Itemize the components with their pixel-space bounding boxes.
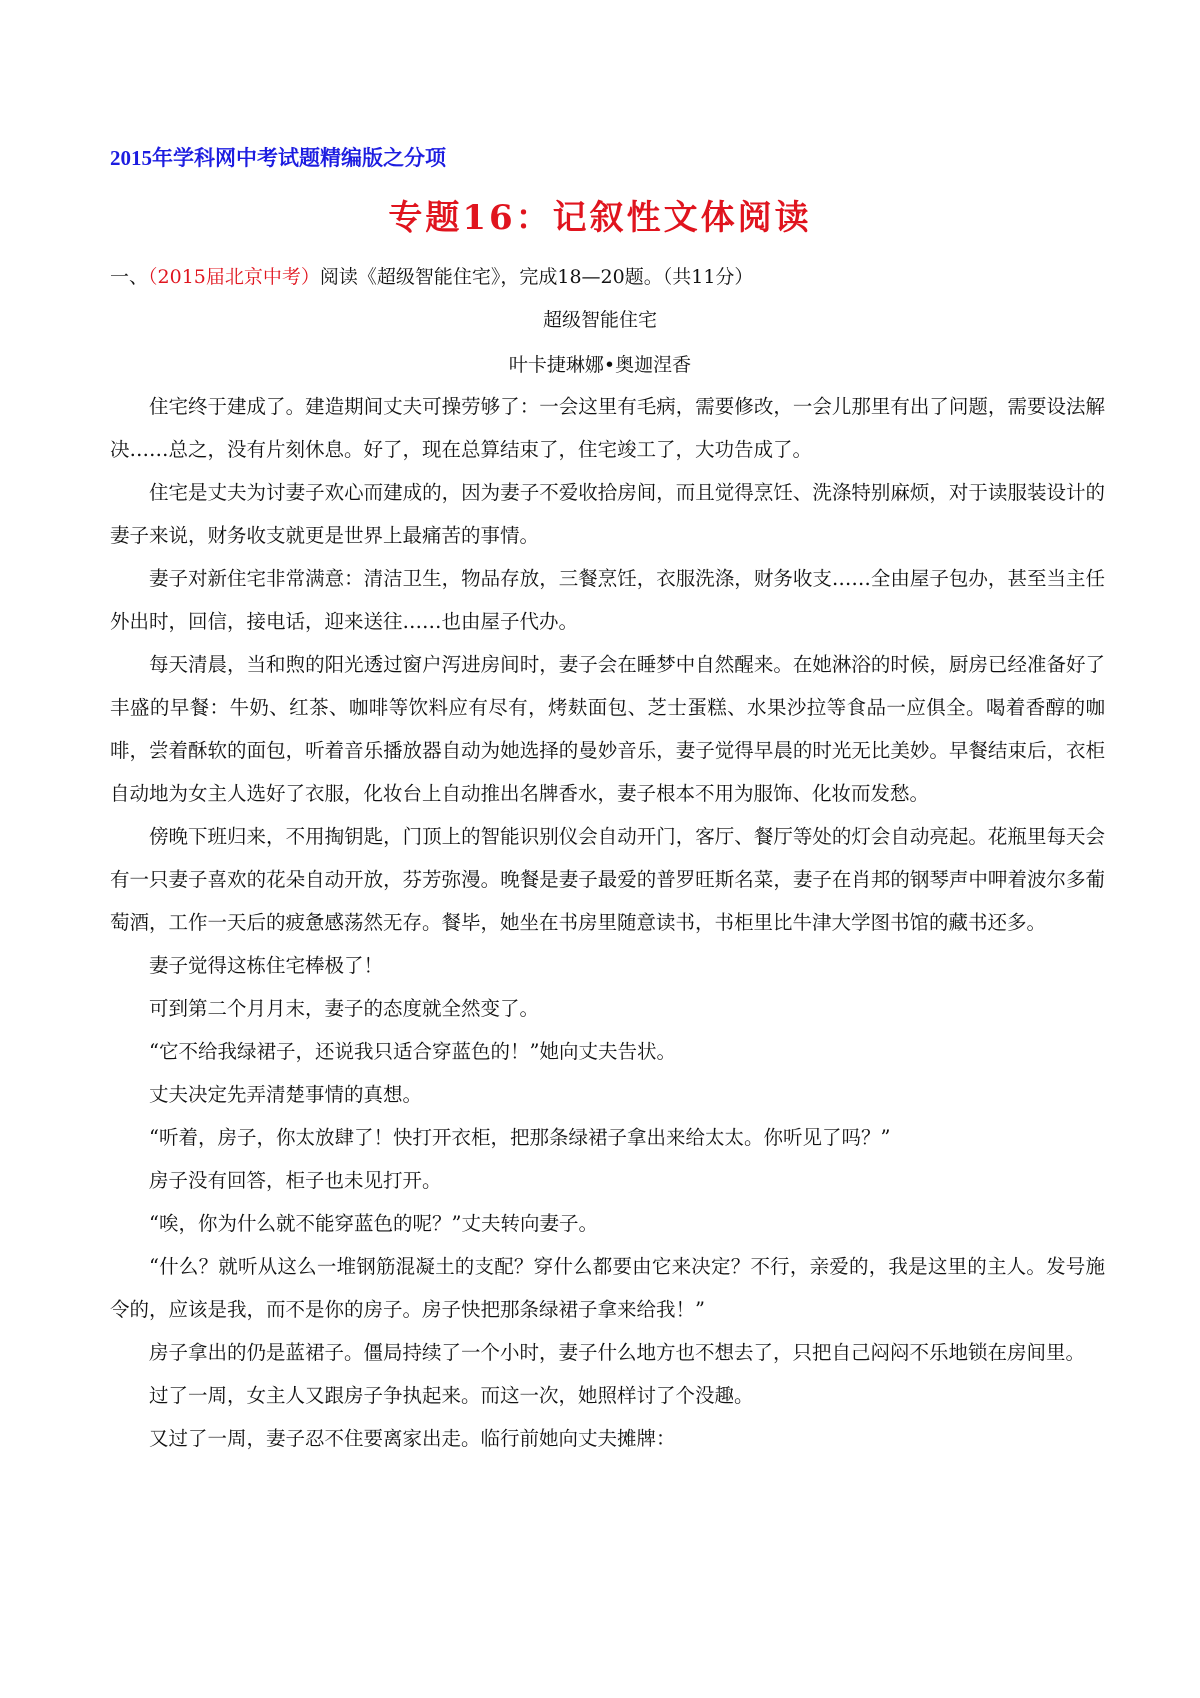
paragraph: 过了一周，女主人又跟房子争执起来。而这一次，她照样讨了个没趣。 [149, 1384, 754, 1407]
question-number: 一、 [110, 266, 149, 288]
paragraph: 住宅是丈夫为讨妻子欢心而建成的，因为妻子不爱收拾房间，而且觉得烹饪、洗涤特别麻烦，对于读服装设计的妻子来说，财务收支就更是世界上最痛苦的事情。 [110, 481, 1105, 547]
paragraph: “它不给我绿裙子，还说我只适合穿蓝色的！”她向丈夫告状。 [149, 1040, 676, 1063]
paragraph: “唉，你为什么就不能穿蓝色的呢？”丈夫转向妻子。 [149, 1212, 598, 1235]
series-title: 2015年学科网中考试题精编版之分项 [110, 146, 446, 170]
paragraph: 住宅终于建成了。建造期间丈夫可操劳够了：一会这里有毛病，需要修改，一会儿那里有出了问题，需要设法解决……总之，没有片刻休息。好了，现在总算结束了，住宅竣工了，大功告成了。 [110, 395, 1105, 461]
paragraph: 妻子对新住宅非常满意：清洁卫生，物品存放，三餐烹饪，衣服洗涤，财务收支……全由屋子包办，甚至当主任外出时，回信，接电话，迎来送往……也由屋子代办。 [110, 567, 1105, 633]
paragraph: 可到第二个月月末，妻子的态度就全然变了。 [149, 997, 540, 1020]
paragraph: 又过了一周，妻子忍不住要离家出走。临行前她向丈夫摊牌： [149, 1427, 676, 1450]
paragraph: 丈夫决定先弄清楚事情的真想。 [149, 1083, 423, 1106]
question-instruction: 阅读《超级智能住宅》，完成18—20题。（共11分） [319, 266, 754, 288]
paragraph: 妻子觉得这栋住宅棒极了！ [149, 954, 384, 977]
story-body [110, 385, 1105, 1460]
paragraph: “听着，房子，你太放肆了！快打开衣柜，把那条绿裙子拿出来给太太。你听见了吗？” [149, 1126, 891, 1149]
paragraph: 每天清晨，当和煦的阳光透过窗户泻进房间时，妻子会在睡梦中自然醒来。在她淋浴的时候，厨房已经准备好了丰盛的早餐：牛奶、红茶、咖啡等饮料应有尽有，烤麸面包、芝士蛋糕、水果沙拉等食品一应俱全。喝着香醇的咖啡，尝着酥软的面包，听着音乐播放器自动为她选择的曼妙音乐，妻子觉得早晨的时光无比美妙。早餐结束后，衣柜自动地为女主人选好了衣服，化妆台上自动推出名牌香水，妻子根本不用为服饰、化妆而发愁。 [110, 653, 1105, 805]
paragraph: 房子没有回答，柜子也未见打开。 [149, 1169, 442, 1192]
question-source: （2015届北京中考） [148, 266, 320, 288]
story-author: 叶卡捷琳娜•奥迦涅香 [508, 354, 692, 376]
paragraph: 傍晚下班归来，不用掏钥匙，门顶上的智能识别仪会自动开门，客厅、餐厅等处的灯会自动亮起。花瓶里每天会有一只妻子喜欢的花朵自动开放，芬芳弥漫。晚餐是妻子最爱的普罗旺斯名菜，妻子在肖邦的钢琴声中呷着波尔多葡萄酒，工作一天后的疲惫感荡然无存。餐毕，她坐在书房里随意读书，书柜里比牛津大学图书馆的藏书还多。 [110, 825, 1105, 934]
paragraph: 房子拿出的仍是蓝裙子。僵局持续了一个小时，妻子什么地方也不想去了，只把自己闷闷不乐地锁在房间里。 [149, 1341, 1086, 1364]
paragraph: “什么？就听从这么一堆钢筋混凝土的支配？穿什么都要由它来决定？不行，亲爱的，我是这里的主人。发号施令的，应该是我，而不是你的房子。房子快把那条绿裙子拿来给我！” [110, 1255, 1105, 1321]
question-line [110, 262, 753, 289]
page-title: 专题16：记叙性文体阅读 [388, 198, 812, 238]
story-title: 超级智能住宅 [542, 309, 657, 331]
